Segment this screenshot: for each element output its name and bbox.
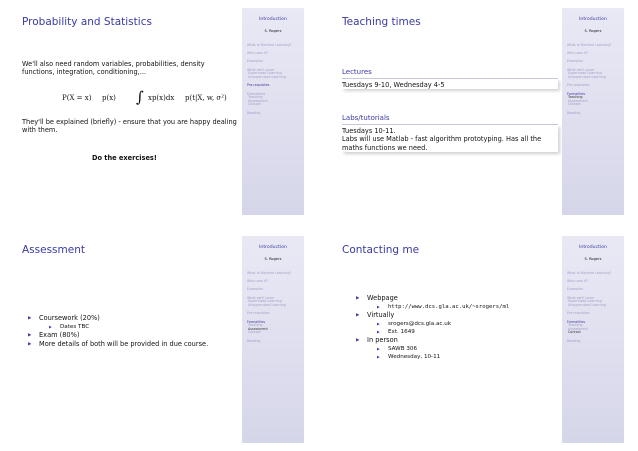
sidebar-item-supervised[interactable]: Supervised Learning xyxy=(568,298,602,303)
sidebar-item-reading[interactable]: Reading xyxy=(567,111,581,116)
sidebar-item-prereq[interactable]: Pre-requisites xyxy=(567,83,590,88)
sidebar-item-cover[interactable]: What we'll cover xyxy=(247,67,275,72)
sidebar-item-cover[interactable]: What we'll cover xyxy=(567,295,595,300)
sidebar-item-who[interactable]: Who uses it? xyxy=(247,51,268,56)
sidebar xyxy=(562,236,624,443)
sidebar-author: S. Rogers xyxy=(264,29,282,33)
explain-text: They'll be explained (briefly) - ensure that you are happy dealing with them. xyxy=(22,118,237,135)
sidebar-item-unsupervised[interactable]: Unsupervised Learning xyxy=(568,74,606,79)
sidebar-item-examples[interactable]: Examples xyxy=(247,59,264,64)
sidebar-item-ml[interactable]: What is Machine Learning? xyxy=(567,271,612,275)
list-item xyxy=(356,294,560,311)
sidebar-author: S. Rogers xyxy=(584,257,602,261)
sidebar-item-assessment[interactable]: Assessment xyxy=(568,326,588,331)
sidebar-item-examples[interactable]: Examples xyxy=(567,59,584,64)
sidebar-item-unsupervised[interactable]: Unsupervised Learning xyxy=(248,74,286,79)
details-text: More details of both will be provided in due course. xyxy=(39,340,209,348)
sidebar-item-cover[interactable]: What we'll cover xyxy=(567,67,595,72)
slide-title: Probability and Statistics xyxy=(22,16,152,28)
sidebar-nav xyxy=(562,43,624,115)
sidebar-item-teaching[interactable]: Teaching xyxy=(568,322,583,327)
webpage-text: Webpage xyxy=(367,294,398,302)
sidebar-item-unsupervised[interactable]: Unsupervised Learning xyxy=(248,302,286,307)
lectures-block xyxy=(342,68,558,89)
sidebar-item-supervised[interactable]: Supervised Learning xyxy=(568,70,602,75)
labs-block xyxy=(342,114,558,152)
room-text: SAWB 306 xyxy=(388,346,417,352)
list-item xyxy=(28,331,238,340)
labs-body xyxy=(342,125,558,152)
coursework-text: Coursework (20%) xyxy=(39,314,100,322)
list-item xyxy=(377,328,560,336)
slide-title: Teaching times xyxy=(342,16,421,28)
sub-list xyxy=(39,323,238,331)
sidebar xyxy=(242,8,304,215)
sidebar-item-contact[interactable]: Contact xyxy=(568,330,581,335)
sidebar-item-assessment[interactable]: Assessment xyxy=(248,98,268,103)
lectures-title: Lectures xyxy=(342,68,558,79)
math-p2: p(x) xyxy=(102,94,116,102)
slide-title: Assessment xyxy=(22,244,85,256)
sidebar-item-examples[interactable]: Examples xyxy=(247,287,264,292)
sidebar-heading[interactable]: Introduction xyxy=(579,17,607,22)
sub-list xyxy=(367,345,560,361)
sidebar-item-ml[interactable]: What is Machine Learning? xyxy=(247,271,292,275)
list-item xyxy=(356,336,560,361)
sidebar-item-contact[interactable]: Contact xyxy=(568,102,581,107)
dates-text: Dates TBC xyxy=(60,324,90,330)
sidebar-item-contact[interactable]: Contact xyxy=(248,102,261,107)
sidebar-item-assessment[interactable]: Assessment xyxy=(248,326,268,331)
virtually-text: Virtually xyxy=(367,311,395,319)
list-item xyxy=(356,311,560,336)
labs-title: Labs/tutorials xyxy=(342,114,558,125)
sidebar-item-reading[interactable]: Reading xyxy=(247,111,261,116)
sidebar-item-prereq[interactable]: Pre-requisites xyxy=(247,83,270,88)
sidebar-item-prereq[interactable]: Pre-requisites xyxy=(247,311,270,316)
slide-teaching xyxy=(328,8,624,215)
contact-list xyxy=(356,294,560,361)
email-text[interactable]: srogers@dcs.gla.ac.uk xyxy=(388,321,452,327)
sidebar-item-formalities[interactable]: Formalities xyxy=(247,91,266,96)
list-item xyxy=(377,303,560,311)
sidebar-item-reading[interactable]: Reading xyxy=(567,339,581,344)
lectures-body: Tuesdays 9-10, Wednesday 4-5 xyxy=(342,79,558,89)
sidebar xyxy=(242,236,304,443)
sidebar-item-who[interactable]: Who uses it? xyxy=(247,279,268,284)
slide-contact xyxy=(328,236,624,443)
list-item xyxy=(49,323,238,331)
math-line xyxy=(62,88,242,106)
list-item xyxy=(28,340,238,349)
exam-text: Exam (80%) xyxy=(39,331,80,339)
sidebar-item-formalities[interactable]: Formalities xyxy=(247,319,266,324)
labs-line-2: Labs will use Matlab - fast algorithm prototyping. Has all the maths functions we need. xyxy=(342,135,542,152)
sidebar-author: S. Rogers xyxy=(264,257,282,261)
list-item xyxy=(377,320,560,328)
math-p1: P(X = x) xyxy=(62,94,92,102)
sidebar-item-ml[interactable]: What is Machine Learning? xyxy=(247,43,292,47)
sidebar-item-assessment[interactable]: Assessment xyxy=(568,98,588,103)
slide-probability xyxy=(8,8,304,215)
sidebar-item-formalities[interactable]: Formalities xyxy=(567,91,586,96)
list-item xyxy=(28,314,238,331)
slide-title: Contacting me xyxy=(342,244,420,256)
sidebar-heading[interactable]: Introduction xyxy=(259,245,287,250)
sidebar-nav xyxy=(242,43,304,115)
sidebar-item-teaching[interactable]: Teaching xyxy=(248,94,263,99)
sidebar-item-teaching[interactable]: Teaching xyxy=(568,94,583,99)
math-integral: ∫ xyxy=(136,88,144,106)
assessment-list xyxy=(28,314,238,349)
sidebar xyxy=(562,8,624,215)
sidebar-nav xyxy=(562,271,624,343)
sidebar-item-contact[interactable]: Contact xyxy=(248,330,261,335)
sub-list xyxy=(367,303,560,311)
sidebar-item-teaching[interactable]: Teaching xyxy=(248,322,263,327)
sidebar-item-unsupervised[interactable]: Unsupervised Learning xyxy=(568,302,606,307)
sidebar-item-reading[interactable]: Reading xyxy=(247,339,261,344)
sidebar-item-who[interactable]: Who uses it? xyxy=(567,279,588,284)
sidebar-author: S. Rogers xyxy=(584,29,602,33)
slide-assessment xyxy=(8,236,304,443)
sidebar-item-formalities[interactable]: Formalities xyxy=(567,319,586,324)
sidebar-item-who[interactable]: Who uses it? xyxy=(567,51,588,56)
sidebar-item-supervised[interactable]: Supervised Learning xyxy=(248,298,282,303)
sidebar-nav xyxy=(242,271,304,343)
sub-list xyxy=(367,320,560,336)
sidebar-item-ml[interactable]: What is Machine Learning? xyxy=(567,43,612,47)
list-item xyxy=(377,345,560,353)
sidebar-item-examples[interactable]: Examples xyxy=(567,287,584,292)
labs-line-1: Tuesdays 10-11. xyxy=(342,127,396,135)
in-person-text: In person xyxy=(367,336,398,344)
sidebar-heading[interactable]: Introduction xyxy=(259,17,287,22)
office-hours-text: Wednesday, 10-11 xyxy=(388,354,441,360)
math-p4: p(t|X, w, σ²) xyxy=(185,94,227,102)
exercise-text: Do the exercises! xyxy=(92,154,157,162)
sidebar-item-cover[interactable]: What we'll cover xyxy=(247,295,275,300)
intro-text: We'll also need random variables, probabilities, density functions, integration, conditioning,... xyxy=(22,60,205,77)
webpage-link[interactable]: http://www.dcs.gla.ac.uk/~srogers/ml xyxy=(388,304,510,310)
sidebar-item-supervised[interactable]: Supervised Learning xyxy=(248,70,282,75)
sidebar-heading[interactable]: Introduction xyxy=(579,245,607,250)
ext-text: Ext. 1649 xyxy=(388,329,415,335)
list-item xyxy=(377,353,560,361)
math-p3: xp(x)dx xyxy=(148,94,175,102)
sidebar-item-prereq[interactable]: Pre-requisites xyxy=(567,311,590,316)
